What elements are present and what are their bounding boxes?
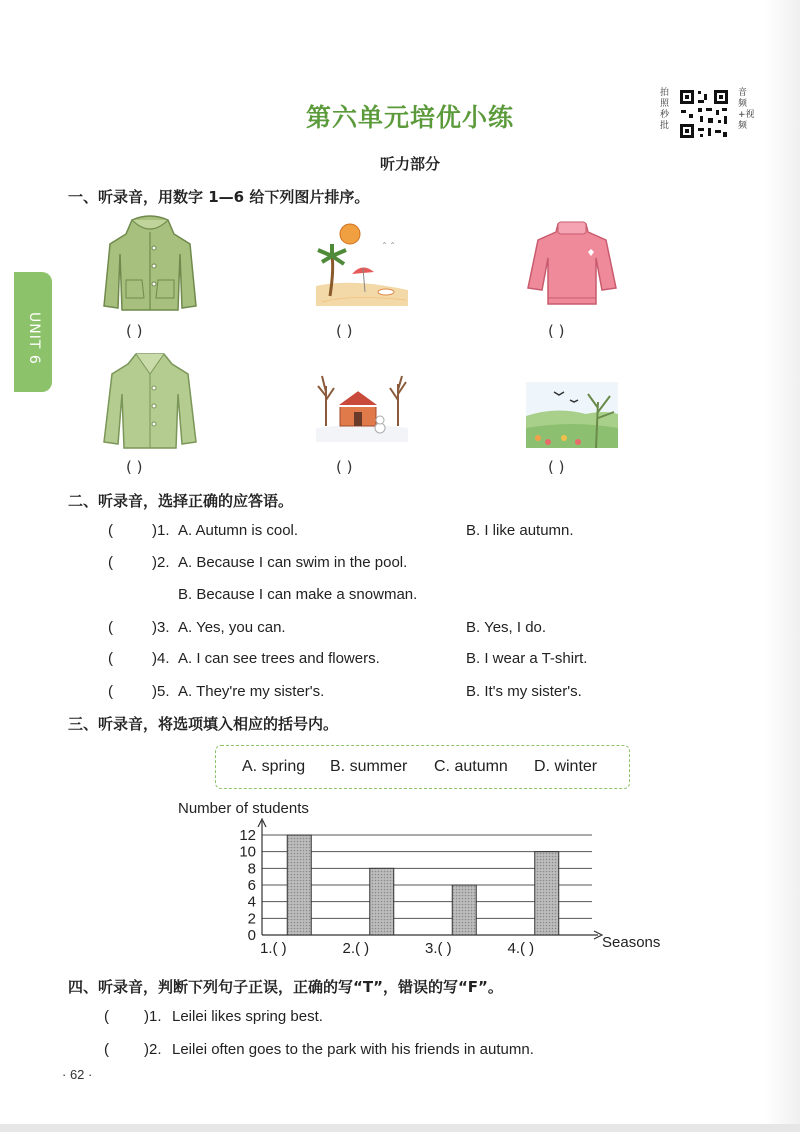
- q2-5-option-a: A. They're my sister's.: [178, 683, 325, 700]
- q2-1-paren[interactable]: (: [108, 522, 113, 539]
- option-spring: A. spring: [242, 758, 306, 775]
- page-number: · 62 ·: [62, 1067, 93, 1082]
- option-autumn: C. autumn: [434, 758, 508, 775]
- snowy-house-image: [314, 370, 410, 442]
- answer-blank[interactable]: ( ): [126, 458, 143, 476]
- options-box: [215, 745, 630, 789]
- q2-3-option-a: A. Yes, you can.: [178, 619, 286, 636]
- q2-3-num: )3.: [152, 619, 170, 636]
- q2-5-option-b: B. It's my sister's.: [466, 683, 582, 700]
- page-bottom-edge: [0, 1124, 800, 1132]
- chart-ticks: [239, 827, 256, 944]
- page-title: 第六单元培优小练: [305, 103, 514, 132]
- q2-1-option-a: A. Autumn is cool.: [178, 522, 299, 539]
- q2-1-option-b: B. I like autumn.: [466, 522, 574, 539]
- answer-blank[interactable]: ( ): [336, 322, 353, 340]
- spring-scene-image: [526, 382, 618, 448]
- q2-5-paren[interactable]: (: [108, 683, 113, 700]
- qr-block: [660, 88, 755, 144]
- chart-ytick-label: 6: [247, 877, 256, 894]
- q2-2-option-b: B. Because I can make a snowman.: [178, 586, 418, 603]
- chart-category-label[interactable]: 4.( ): [507, 940, 535, 957]
- chart-ytick-label: 12: [239, 827, 256, 844]
- chart-bar: [287, 835, 311, 935]
- green-coat-image: [102, 350, 198, 450]
- chart-ytick-label: 10: [239, 843, 256, 861]
- chart-categories: [260, 940, 534, 957]
- chart-category-label[interactable]: 1.( ): [260, 940, 287, 957]
- q2-5-num: )5.: [152, 683, 170, 700]
- chart-xlabel: Seasons: [602, 934, 661, 951]
- chart-bar: [370, 868, 394, 935]
- chart-category-label[interactable]: 2.( ): [342, 940, 370, 957]
- page-subtitle: 听力部分: [379, 155, 440, 173]
- qr-code-icon[interactable]: [678, 88, 730, 140]
- unit-tab: [14, 272, 52, 392]
- seasons-bar-chart: [170, 795, 680, 965]
- chart-ytick-label: 4: [247, 893, 256, 911]
- chart-ylabel: Number of students: [178, 800, 309, 817]
- section1-heading: 一、听录音，用数字 1—6 给下列图片排序。: [68, 188, 370, 206]
- answer-blank[interactable]: ( ): [548, 458, 565, 476]
- q2-3-option-b: B. Yes, I do.: [466, 619, 547, 636]
- chart-ytick-label: 2: [247, 910, 256, 928]
- chart-ytick-label: 0: [247, 927, 256, 944]
- green-jacket-image: [102, 214, 198, 314]
- chart-category-label[interactable]: 3.( ): [425, 940, 452, 957]
- q2-2-num: )2.: [152, 554, 170, 571]
- q4-1-num: )1.: [144, 1008, 162, 1025]
- section4-heading: 四、听录音，判断下列句子正误，正确的写“T”，错误的写“F”。: [68, 978, 503, 996]
- option-winter: D. winter: [534, 758, 598, 775]
- answer-blank[interactable]: ( ): [126, 322, 143, 340]
- q2-3-paren[interactable]: (: [108, 619, 113, 636]
- qr-right-caption: 音频+视频: [738, 88, 755, 131]
- q2-4-option-b: B. I wear a T-shirt.: [466, 650, 588, 667]
- answer-blank[interactable]: ( ): [336, 458, 353, 476]
- svg-text:ˆ ˆ: ˆ ˆ: [382, 242, 396, 253]
- q4-2-paren[interactable]: (: [104, 1041, 109, 1058]
- answer-blank[interactable]: ( ): [548, 322, 565, 340]
- section2-heading: 二、听录音，选择正确的应答语。: [68, 492, 294, 510]
- chart-bar: [535, 852, 559, 935]
- chart-ytick-label: 8: [247, 860, 256, 878]
- q4-1-text: Leilei likes spring best.: [172, 1008, 323, 1025]
- q4-2-num: )2.: [144, 1041, 162, 1058]
- section3-heading: 三、听录音，将选项填入相应的括号内。: [68, 715, 339, 733]
- unit-tab-label: UNIT 6: [26, 312, 42, 365]
- q4-2-text: Leilei often goes to the park with his friends in autumn.: [172, 1041, 534, 1058]
- q2-2-option-a: A. Because I can swim in the pool.: [178, 554, 408, 571]
- option-summer: B. summer: [330, 758, 408, 775]
- q2-4-num: )4.: [152, 650, 170, 667]
- qr-left-caption: 拍照秒批: [660, 88, 670, 131]
- chart-bar: [452, 885, 476, 935]
- q2-2-paren[interactable]: (: [108, 554, 113, 571]
- q4-1-paren[interactable]: (: [104, 1008, 109, 1025]
- beach-scene-image: [312, 220, 412, 306]
- pink-sweater-image: [526, 218, 618, 310]
- q2-4-option-a: A. I can see trees and flowers.: [178, 650, 380, 667]
- q2-4-paren[interactable]: (: [108, 650, 113, 667]
- q2-1-num: )1.: [152, 522, 170, 539]
